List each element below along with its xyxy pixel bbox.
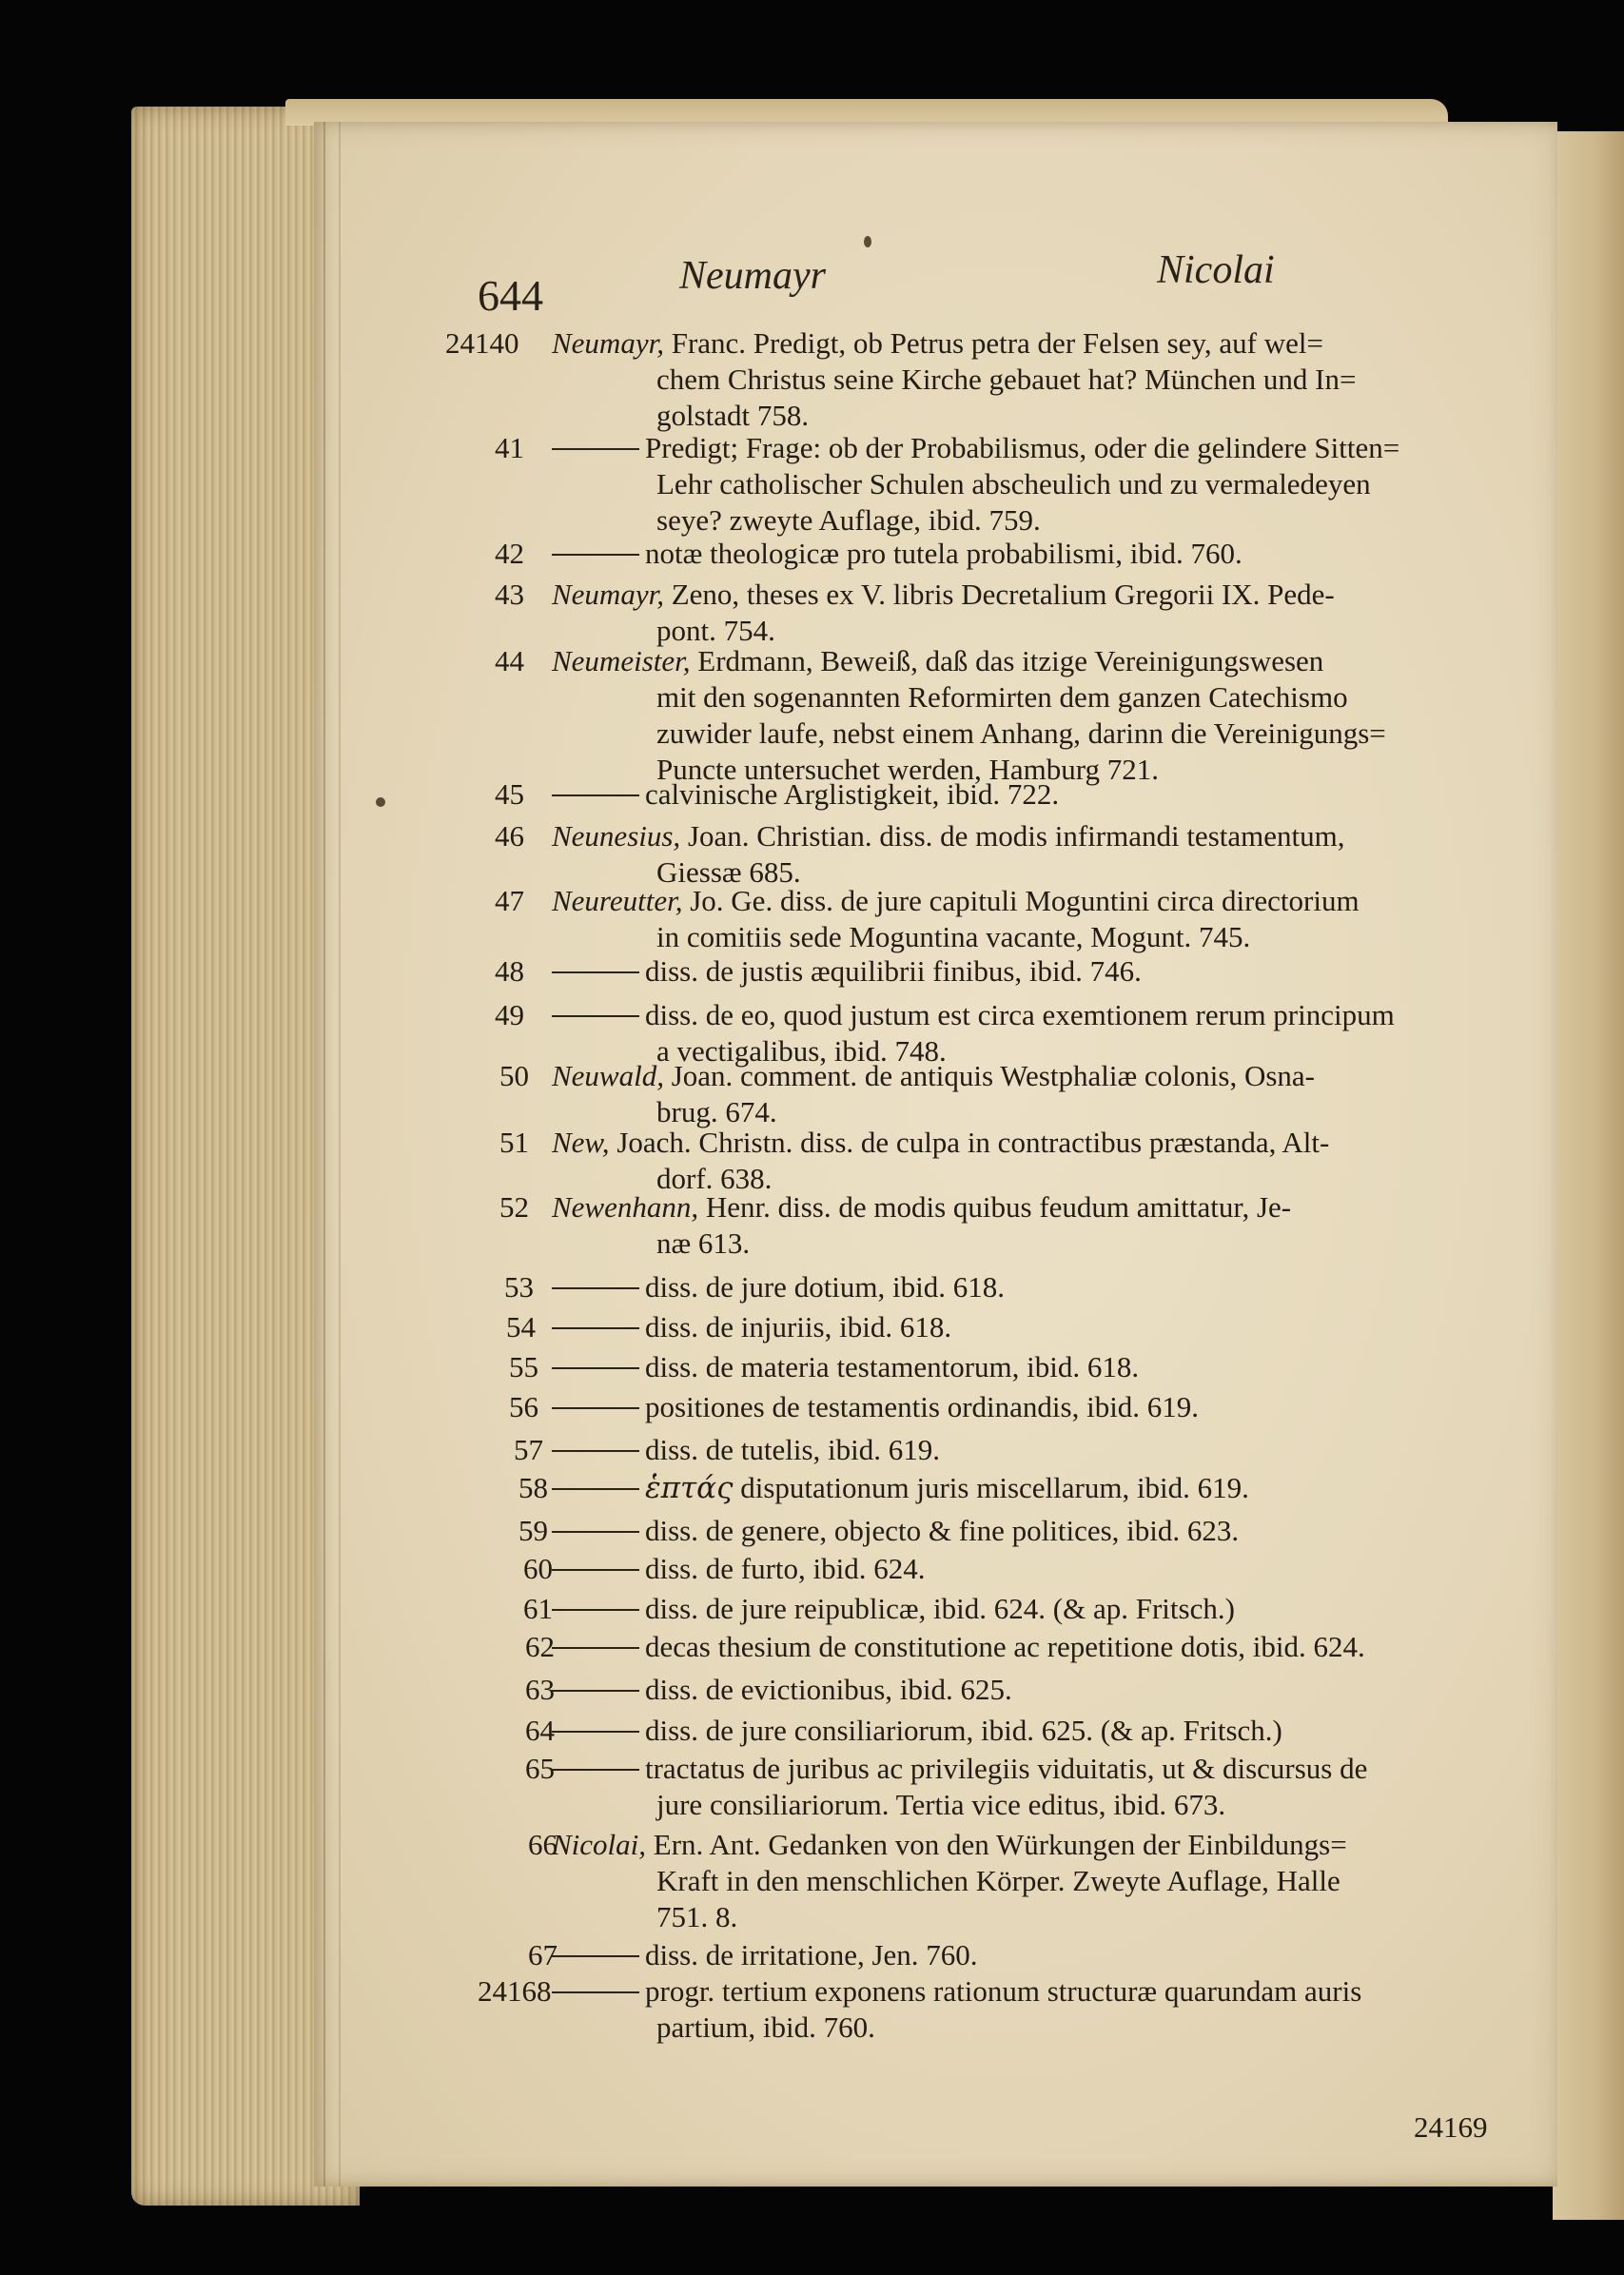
ink-spot	[376, 797, 385, 807]
greek-word: ἑπτάς	[645, 1471, 734, 1505]
ditto-dash	[552, 971, 639, 973]
entry-first-line	[552, 1269, 1005, 1305]
entry-first-line	[552, 1058, 1315, 1094]
entry-first-line	[552, 1827, 1347, 1863]
entry-text: in comitiis sede Moguntina vacante, Mogunt. 745.	[656, 920, 1251, 953]
entry-number: 54	[506, 1310, 536, 1343]
entry-number: 61	[523, 1592, 553, 1625]
ditto-dash	[552, 1569, 639, 1571]
entry-number: 55	[509, 1350, 538, 1383]
entry-text: diss. de jure dotium, ibid. 618.	[645, 1270, 1006, 1304]
entry-first-line	[552, 1629, 1365, 1665]
entry-continuation-line	[656, 398, 809, 434]
ditto-dash	[552, 1015, 639, 1017]
entry-continuation-line	[656, 2010, 875, 2046]
entry-first-line	[552, 818, 1344, 854]
entry-text: 751. 8.	[656, 1900, 738, 1933]
author-name: Neunesius,	[552, 819, 681, 853]
entry-first-line	[552, 1672, 1012, 1708]
entry-number: 43	[495, 578, 524, 611]
entry-number: 63	[525, 1673, 555, 1706]
entry-text: Puncte untersuchet werden, Hamburg 721.	[656, 753, 1160, 786]
entry-text: Kraft in den menschlichen Körper. Zweyte Auflage, Halle	[656, 1864, 1340, 1897]
author-name: Neureutter,	[552, 884, 683, 917]
entry-text: diss. de eo, quod justum est circa exemtionem rerum principum	[645, 998, 1395, 1031]
entry-number: 59	[519, 1514, 548, 1547]
entry-text: diss. de materia testamentorum, ibid. 618.	[645, 1350, 1140, 1383]
entry-first-line	[552, 1751, 1367, 1787]
entry-number: 48	[495, 954, 524, 988]
entry-text: næ 613.	[656, 1226, 751, 1260]
entry-text: disputationum juris miscellarum, ibid. 619.	[733, 1471, 1249, 1504]
entry-number: 58	[519, 1471, 548, 1504]
entry-text: calvinische Arglistigkeit, ibid. 722.	[645, 777, 1060, 811]
facing-page-edge	[1553, 131, 1624, 2220]
entry-first-line	[552, 1349, 1139, 1385]
entry-text: Joach. Christn. diss. de culpa in contractibus præstanda, Alt-	[609, 1126, 1330, 1159]
entry-number: 42	[495, 537, 524, 570]
entry-first-line	[552, 1389, 1199, 1425]
entry-number: 64	[525, 1714, 555, 1747]
ditto-dash	[552, 1327, 639, 1329]
entry-first-line	[552, 325, 1323, 362]
catchword: 24169	[1414, 2110, 1488, 2144]
entry-number: 49	[495, 998, 524, 1031]
ditto-dash	[552, 1647, 639, 1649]
entry-text: Henr. diss. de modis quibus feudum amittatur, Je-	[698, 1190, 1292, 1224]
entry-continuation-line	[656, 919, 1250, 955]
entry-text: seye? zweyte Auflage, ibid. 759.	[656, 503, 1041, 537]
entry-text: brug. 674.	[656, 1095, 777, 1128]
entry-text: tractatus de juribus ac privilegiis viduitatis, ut & discursus de	[645, 1752, 1368, 1785]
ditto-dash	[552, 1407, 639, 1409]
entry-first-line	[552, 1189, 1291, 1226]
entry-continuation-line	[656, 1787, 1225, 1823]
entry-text: mit den sogenannten Reformirten dem ganzen Catechismo	[656, 680, 1348, 714]
entry-first-line	[552, 643, 1323, 679]
entry-first-line	[552, 1551, 926, 1587]
entry-first-line	[552, 577, 1335, 613]
author-name: Neumeister,	[552, 644, 691, 677]
entry-text: notæ theologicæ pro tutela probabilismi, ibid. 760.	[645, 537, 1242, 570]
entry-text: diss. de injuriis, ibid. 618.	[645, 1310, 952, 1343]
ditto-dash	[552, 1609, 639, 1611]
entry-number: 47	[495, 884, 524, 917]
entry-continuation-line	[656, 1899, 737, 1935]
entry-continuation-line	[656, 466, 1371, 502]
entry-text: Ern. Ant. Gedanken von den Würkungen der Einbildungs=	[646, 1828, 1347, 1861]
entry-first-line	[552, 1973, 1361, 2010]
entry-number: 57	[514, 1433, 543, 1466]
entry-number: 51	[499, 1126, 529, 1159]
entry-number: 66	[528, 1828, 558, 1861]
entry-text: zuwider laufe, nebst einem Anhang, darinn die Vereinigungs=	[656, 716, 1386, 750]
entry-continuation-line	[656, 1863, 1340, 1899]
entry-text: Lehr catholischer Schulen abscheulich und zu vermaledeyen	[656, 467, 1371, 500]
page-gutter-line	[339, 122, 341, 2187]
entry-text: dorf. 638.	[656, 1162, 773, 1195]
entry-first-line	[552, 1513, 1239, 1549]
entry-first-line	[552, 776, 1059, 813]
ditto-dash	[552, 1450, 639, 1452]
entry-number: 67	[528, 1938, 558, 1971]
entry-continuation-line	[656, 362, 1356, 398]
entry-number: 45	[495, 777, 524, 811]
page-number: 644	[478, 271, 543, 320]
entry-text: partium, ibid. 760.	[656, 2010, 875, 2044]
entry-first-line	[552, 1937, 978, 1973]
entry-text: diss. de jure reipublicæ, ibid. 624. (& ap. Fritsch.)	[645, 1592, 1235, 1625]
ditto-dash	[552, 1769, 639, 1771]
entry-first-line	[552, 1713, 1282, 1749]
ditto-dash	[552, 554, 639, 556]
entry-first-line	[552, 1125, 1329, 1161]
ditto-dash	[552, 1955, 639, 1957]
entry-continuation-line	[656, 679, 1348, 716]
running-head-right: Nicolai	[1157, 248, 1275, 292]
entry-text: Joan. Christian. diss. de modis infirmandi testamentum,	[680, 819, 1345, 853]
entry-text: diss. de justis æquilibrii finibus, ibid. 746.	[645, 954, 1142, 988]
entry-text: Zeno, theses ex V. libris Decretalium Gregorii IX. Pede-	[663, 578, 1335, 611]
entry-first-line	[552, 997, 1395, 1033]
ditto-dash	[552, 1991, 639, 1993]
entry-number: 50	[499, 1059, 529, 1092]
entry-text: Predigt; Frage: ob der Probabilismus, oder die gelindere Sitten=	[645, 431, 1400, 464]
entry-number: 56	[509, 1390, 538, 1423]
entry-continuation-line	[656, 1226, 750, 1262]
entry-number: 53	[504, 1270, 534, 1304]
running-head-left: Neumayr	[679, 254, 826, 298]
entry-text: Joan. comment. de antiquis Westphaliæ colonis, Osna-	[663, 1059, 1315, 1092]
entry-continuation-line	[656, 716, 1386, 752]
author-name: Newenhann,	[552, 1190, 699, 1224]
entry-number: 65	[525, 1752, 555, 1785]
page-gutter-line	[323, 122, 325, 2187]
entry-text: diss. de jure consiliariorum, ibid. 625. (& ap. Fritsch.)	[645, 1714, 1282, 1747]
entry-text: diss. de evictionibus, ibid. 625.	[645, 1673, 1012, 1706]
entry-text: Erdmann, Beweiß, daß das itzige Vereinigungswesen	[690, 644, 1324, 677]
entry-text: diss. de tutelis, ibid. 619.	[645, 1433, 940, 1466]
entry-number: 41	[495, 431, 524, 464]
ditto-dash	[552, 1690, 639, 1692]
entry-text: positiones de testamentis ordinandis, ibid. 619.	[645, 1390, 1200, 1423]
entry-number: 62	[525, 1630, 555, 1663]
author-name: New,	[552, 1126, 610, 1159]
entry-text: diss. de genere, objecto & fine politices, ibid. 623.	[645, 1514, 1240, 1547]
entry-first-line	[552, 1591, 1235, 1627]
entry-text: Giessæ 685.	[656, 855, 801, 889]
ditto-dash	[552, 1531, 639, 1533]
ditto-dash	[552, 1287, 639, 1289]
entry-text: Franc. Predigt, ob Petrus petra der Felsen sey, auf wel=	[663, 326, 1323, 360]
entry-text: decas thesium de constitutione ac repetitione dotis, ibid. 624.	[645, 1630, 1365, 1663]
entry-first-line	[552, 1309, 951, 1345]
entry-number: 52	[499, 1190, 529, 1224]
entry-first-line	[552, 430, 1399, 466]
entry-text: progr. tertium exponens rationum structuræ quarundam auris	[645, 1974, 1362, 2008]
entry-number: 24140	[445, 326, 519, 360]
author-name: Neumayr,	[552, 578, 664, 611]
entry-first-line	[552, 953, 1142, 990]
entry-text: diss. de furto, ibid. 624.	[645, 1552, 926, 1585]
entry-number: 24168	[478, 1974, 552, 2008]
entry-first-line	[552, 536, 1242, 572]
author-name: Nicolai,	[552, 1828, 647, 1861]
ditto-dash	[552, 1731, 639, 1733]
entry-first-line	[552, 883, 1360, 919]
ditto-dash	[552, 1488, 639, 1490]
entry-first-line	[552, 1470, 1249, 1506]
entry-text: golstadt 758.	[656, 399, 810, 432]
entry-text: chem Christus seine Kirche gebauet hat? München und In=	[656, 363, 1357, 396]
ditto-dash	[552, 794, 639, 796]
entry-number: 60	[523, 1552, 553, 1585]
entry-first-line	[552, 1432, 940, 1468]
entry-text: a vectigalibus, ibid. 748.	[656, 1034, 947, 1068]
entry-continuation-line	[656, 502, 1041, 539]
entry-number: 46	[495, 819, 524, 853]
ditto-dash	[552, 1367, 639, 1369]
entry-text: pont. 754.	[656, 614, 775, 647]
ink-spot	[864, 236, 871, 247]
entry-text: jure consiliariorum. Tertia vice editus, ibid. 673.	[656, 1788, 1226, 1821]
author-name: Neumayr,	[552, 326, 664, 360]
entry-text: diss. de irritatione, Jen. 760.	[645, 1938, 978, 1971]
entry-number: 44	[495, 644, 524, 677]
entry-text: Jo. Ge. diss. de jure capituli Moguntini circa directorium	[682, 884, 1360, 917]
author-name: Neuwald,	[552, 1059, 664, 1092]
ditto-dash	[552, 448, 639, 450]
